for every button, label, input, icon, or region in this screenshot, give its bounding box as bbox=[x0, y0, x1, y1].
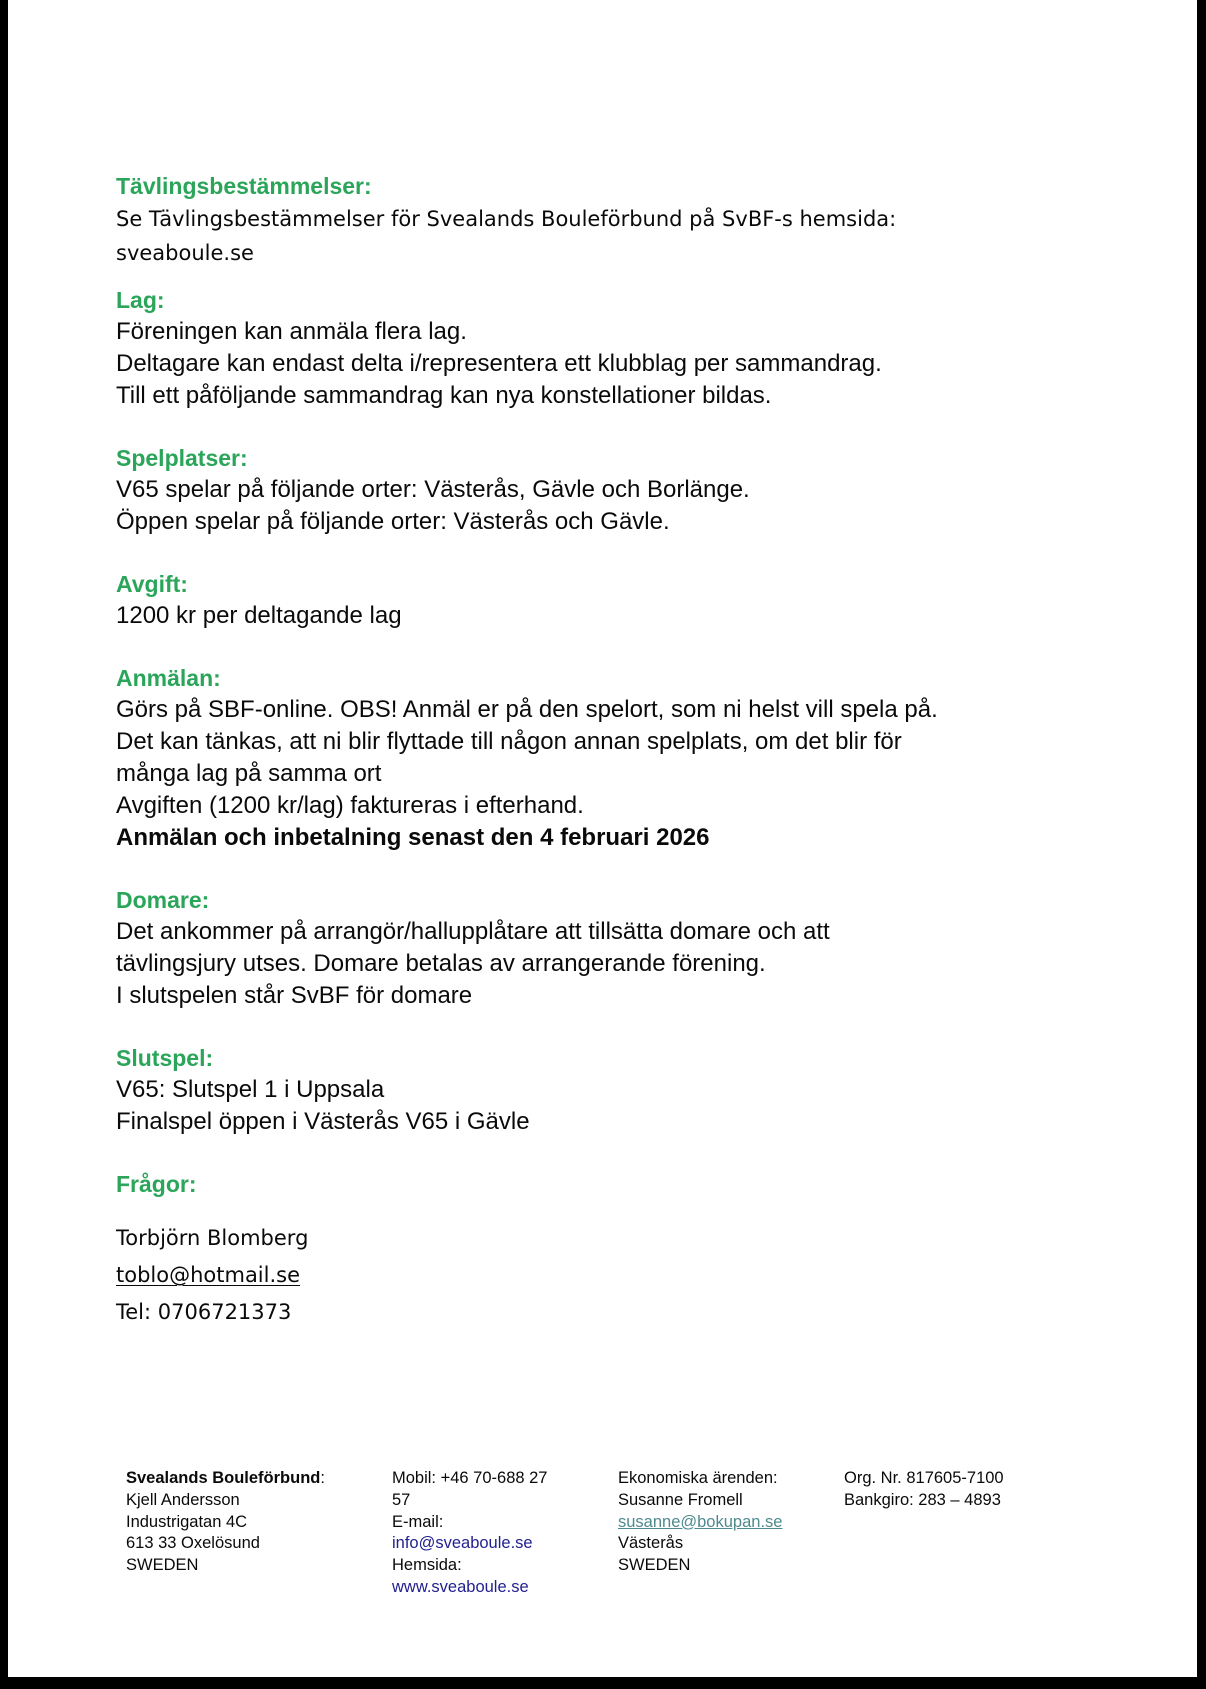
footer-email-label: E-mail: bbox=[392, 1512, 444, 1531]
registration-line: Det kan tänkas, att ni blir flyttade till någon annan spelplats, om det blir för bbox=[116, 728, 902, 755]
footer-website-label: Hemsida: bbox=[392, 1556, 462, 1575]
finals-line: V65: Slutspel 1 i Uppsala bbox=[116, 1076, 385, 1103]
footer-org-street: Industrigatan 4C bbox=[126, 1512, 248, 1531]
referees-line: I slutspelen står SvBF för domare bbox=[116, 982, 473, 1009]
footer-org-column: Svealands Bouleförbund: Kjell Andersson Industrigatan 4C 613 33 Oxelösund SWEDEN bbox=[126, 1468, 325, 1577]
footer-contact-column bbox=[392, 1468, 548, 1599]
section-teams bbox=[116, 284, 1116, 412]
footer-finance-country: SWEDEN bbox=[618, 1556, 691, 1575]
document-body bbox=[116, 170, 1116, 1331]
section-finals bbox=[116, 1042, 1116, 1138]
footer-finance-column bbox=[618, 1468, 782, 1577]
footer-org-person: Kjell Andersson bbox=[126, 1490, 240, 1509]
section-questions bbox=[116, 1168, 1116, 1331]
section-referees bbox=[116, 884, 1116, 1012]
registration-line: Görs på SBF-online. OBS! Anmäl er på den spelort, som ni helst vill spela på. bbox=[116, 696, 938, 723]
footer-email-link[interactable]: info@sveaboule.se bbox=[392, 1534, 533, 1553]
contact-email-link[interactable]: toblo@hotmail.se bbox=[116, 1263, 301, 1287]
rules-website-link[interactable]: sveaboule.se bbox=[116, 241, 254, 265]
venues-line: V65 spelar på följande orter: Västerås, Gävle och Borlänge. bbox=[116, 476, 750, 503]
footer-org-name: Svealands Bouleförbund bbox=[126, 1469, 321, 1487]
footer-finance-city: Västerås bbox=[618, 1534, 684, 1553]
referees-line: tävlingsjury utses. Domare betalas av arrangerande förening. bbox=[116, 950, 766, 977]
teams-heading: Lag: bbox=[116, 287, 165, 313]
footer-mobile-cont: 57 bbox=[392, 1490, 411, 1509]
teams-line: Deltagare kan endast delta i/representera ett klubblag per sammandrag. bbox=[116, 350, 882, 377]
footer-finance-email-link[interactable]: susanne@bokupan.se bbox=[618, 1512, 783, 1531]
footer-mobile: Mobil: +46 70-688 27 bbox=[392, 1469, 548, 1487]
footer-org-postal: 613 33 Oxelösund bbox=[126, 1534, 260, 1553]
rules-text: Se Tävlingsbestämmelser för Svealands Bouleförbund på SvBF-s hemsida: bbox=[116, 207, 897, 231]
registration-line: Avgiften (1200 kr/lag) faktureras i efterhand. bbox=[116, 792, 584, 819]
footer-finance-person: Susanne Fromell bbox=[618, 1490, 743, 1509]
registration-line: många lag på samma ort bbox=[116, 760, 382, 787]
contact-name: Torbjörn Blomberg bbox=[116, 1226, 309, 1250]
section-rules bbox=[116, 170, 1116, 270]
document-page bbox=[8, 0, 1197, 1677]
finals-heading: Slutspel: bbox=[116, 1045, 214, 1071]
footer-org-number: Org. Nr. 817605-7100 bbox=[844, 1469, 1004, 1487]
fee-line: 1200 kr per deltagande lag bbox=[116, 602, 402, 629]
teams-line: Föreningen kan anmäla flera lag. bbox=[116, 318, 467, 345]
questions-heading: Frågor: bbox=[116, 1171, 197, 1197]
registration-deadline: Anmälan och inbetalning senast den 4 februari 2026 bbox=[116, 824, 710, 851]
section-fee bbox=[116, 568, 1116, 632]
referees-heading: Domare: bbox=[116, 887, 210, 913]
section-registration bbox=[116, 662, 1116, 854]
venues-line: Öppen spelar på följande orter: Västerås och Gävle. bbox=[116, 508, 670, 535]
registration-heading: Anmälan: bbox=[116, 665, 221, 691]
teams-line: Till ett påföljande sammandrag kan nya konstellationer bildas. bbox=[116, 382, 772, 409]
fee-heading: Avgift: bbox=[116, 571, 188, 597]
footer-registry-column bbox=[844, 1468, 1004, 1512]
footer-bankgiro: Bankgiro: 283 – 4893 bbox=[844, 1490, 1001, 1509]
finals-line: Finalspel öppen i Västerås V65 i Gävle bbox=[116, 1108, 530, 1135]
contact-phone: Tel: 0706721373 bbox=[116, 1300, 292, 1324]
footer-org-country: SWEDEN bbox=[126, 1556, 199, 1575]
footer-website-link[interactable]: www.sveaboule.se bbox=[392, 1577, 529, 1596]
venues-heading: Spelplatser: bbox=[116, 445, 248, 471]
referees-line: Det ankommer på arrangör/hallupplåtare att tillsätta domare och att bbox=[116, 918, 830, 945]
rules-heading: Tävlingsbestämmelser: bbox=[116, 173, 372, 199]
footer-finance-label: Ekonomiska ärenden: bbox=[618, 1469, 778, 1487]
section-venues bbox=[116, 442, 1116, 538]
